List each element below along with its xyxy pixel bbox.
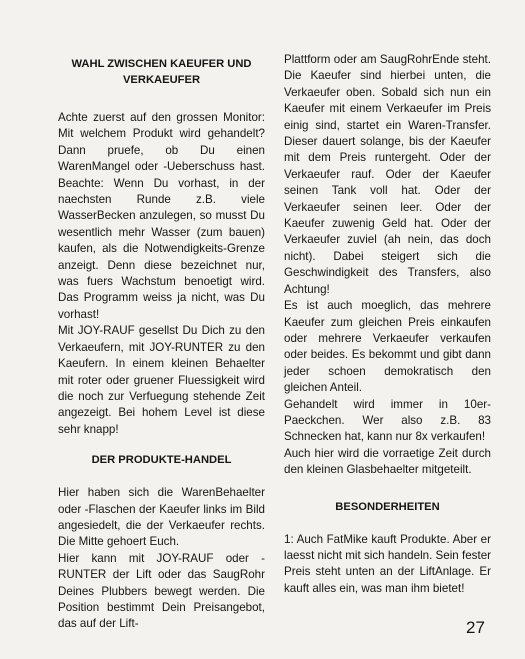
paragraph: Hier kann mit JOY-RAUF oder -RUNTER der Lift oder das SaugRohr Deines Plubbers bewegt werden. Die Position bestimmt Dein Preisangebot, das auf der Lift- [58, 551, 265, 631]
paragraph: 1: Auch FatMike kauft Produkte. Aber er laesst nicht mit sich handeln. Sein fester Preis steht unten an der LiftAnlage. Er kauft alles ein, was man ihm bietet! [284, 532, 491, 595]
right-column [284, 52, 491, 597]
paragraph: Achte zuerst auf den grossen Monitor: Mit welchem Produkt wird gehandelt? Dann pruefe, ob Du einen WarenMangel oder -Ueberschuss hast. Beachte: Wenn Du vorhast, in der naechsten Runde z.B. viele WasserBecken anzulegen, so musst Du wesentlich mehr Wasser (zum bauen) kaufen, als die Notwendigkeits-Grenze anzeigt. Denn diese bezeichnet nur, was fuers Wachstum benoetigt wird. Das Programm weiss ja nicht, was Du vorhast! [58, 111, 265, 321]
section-heading-special: BESONDERHEITEN [335, 500, 440, 513]
paragraph: Auch hier wird die vorraetige Zeit durch den kleinen Glasbehaelter mitgeteilt. [284, 446, 491, 477]
paragraph: Es ist auch moeglich, das mehrere Kaeufer zum gleichen Preis einkaufen oder mehrere Verkaeufer verkaufen oder beides. Es bekommt und gibt dann jeder schoen demokratisch den gleichen Anteil. [284, 299, 491, 395]
left-column [58, 52, 265, 633]
section-heading-choice: WAHL ZWISCHEN KAEUFER UND VERKAEUFER [71, 58, 252, 86]
paragraph: Hier haben sich die WarenBehaelter oder -Flaschen der Kaeufer links im Bild angesiedelt, die der Verkaeufer rechts. Die Mitte gehoert Euch. [58, 486, 265, 549]
paragraph: Plattform oder am SaugRohrEnde steht. Die Kaeufer sind hierbei unten, die Verkaeufer oben. Sobald sich nun ein Kaeufer mit einem Verkaeufer im Preis einig sind, startet ein Waren-Transfer. Dieser dauert solange, bis der Kaeufer mit dem Preis runtergeht. Oder der Verkaeufer rauf. Oder der Kaeufer seinen Tank voll hat. Oder der Verkaeufer seinen leer. Oder der Kaeufer zuwenig Geld hat. Oder der Verkaeufer zuviel (ah nein, das doch nicht). Dabei steigert sich die Geschwindigkeit des Transfers, also Achtung! [284, 53, 491, 296]
paragraph: Gehandelt wird immer in 10er-Paeckchen. Wer also z.B. 83 Schnecken hat, kann nur 8x verkaufen! [284, 397, 491, 444]
section-heading-trade: DER PRODUKTE-HANDEL [91, 454, 232, 467]
page-number: 27 [466, 618, 485, 637]
paragraph: Mit JOY-RAUF gesellst Du Dich zu den Verkaeufern, mit JOY-RUNTER zu den Kaeufern. In einem kleinen Behaelter mit roter oder gruener Fluessigkeit wird die noch zur Verfuegung stehende Zeit angezeigt. Bei hohem Level ist diese sehr knapp! [58, 324, 265, 436]
